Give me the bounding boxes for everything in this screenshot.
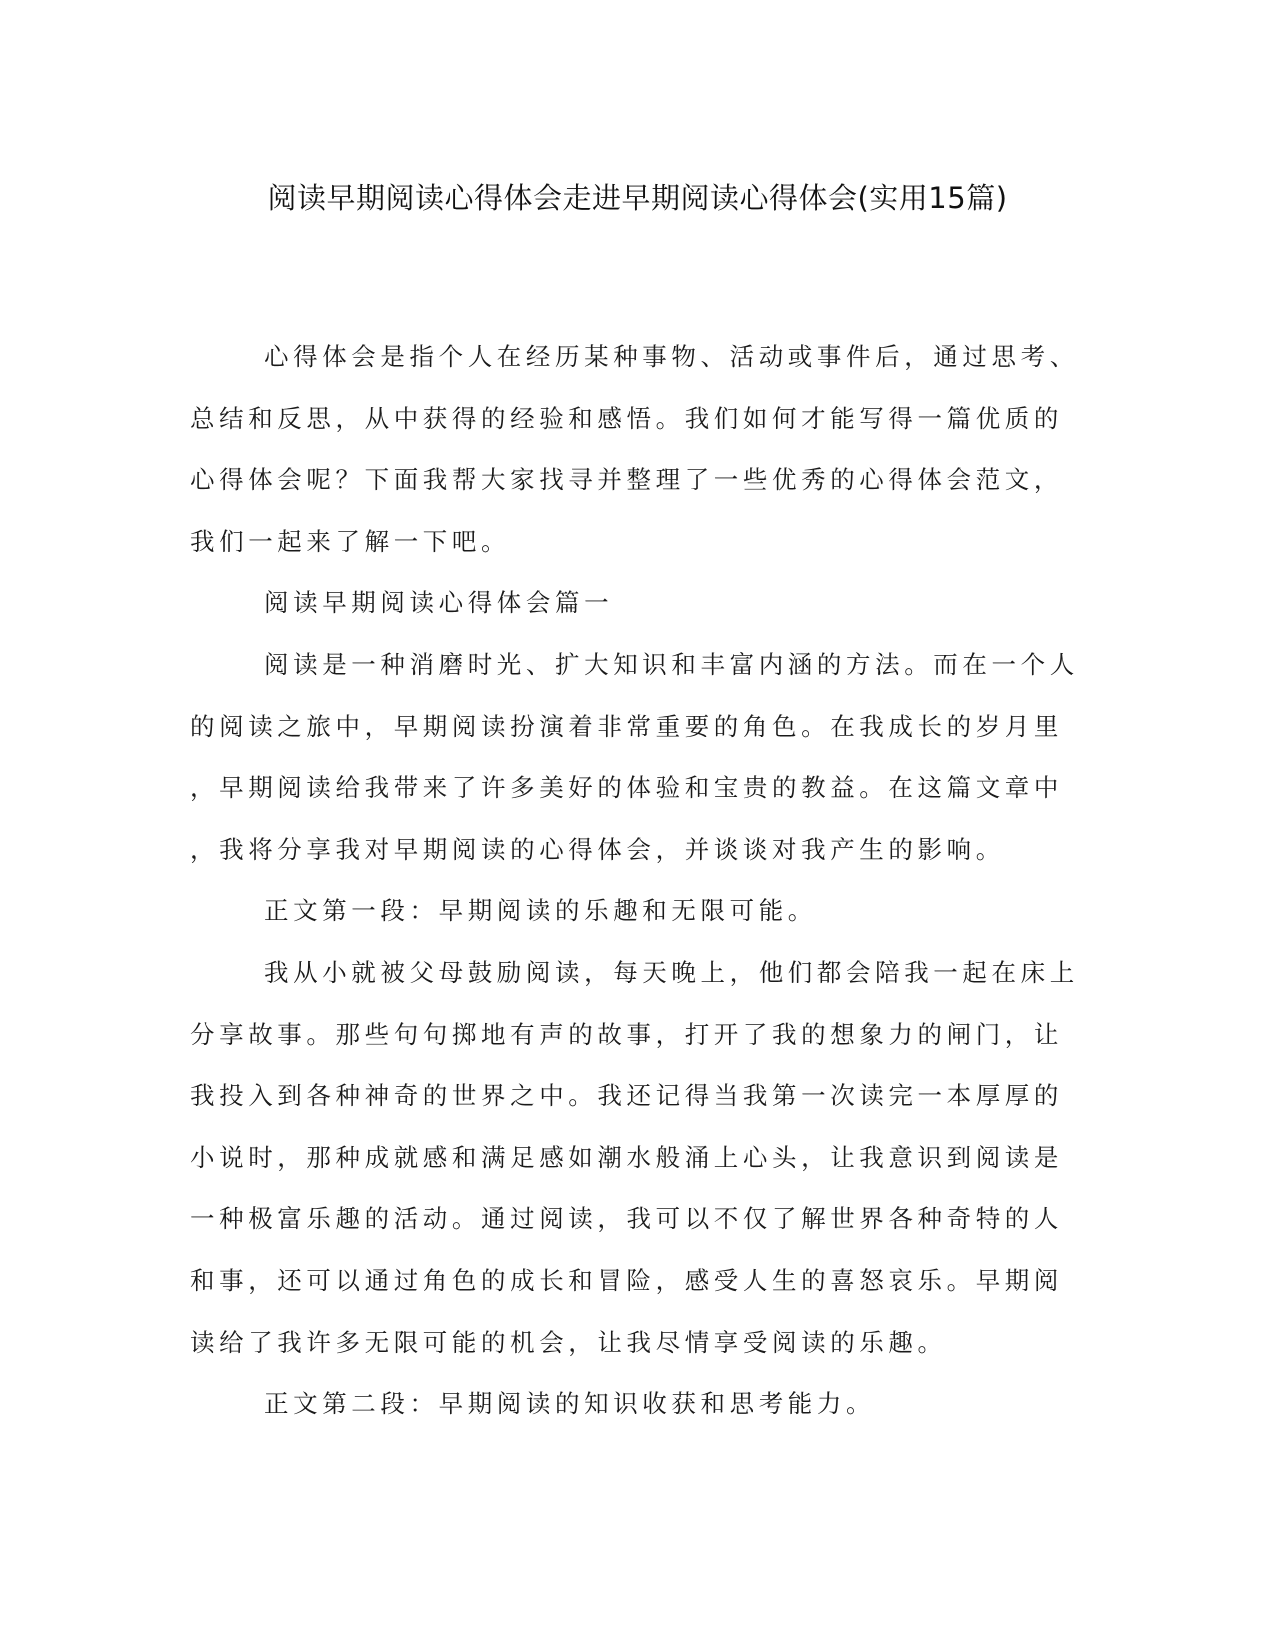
- document-title: 阅读早期阅读心得体会走进早期阅读心得体会(实用15篇): [267, 181, 1008, 215]
- intro-line-2: 总结和反思，从中获得的经验和感悟。我们如何才能写得一篇优质的: [190, 403, 1063, 433]
- intro-line-4: 我们一起来了解一下吧。: [190, 526, 511, 556]
- subheading-part-2: 正文第二段：早期阅读的知识收获和思考能力。: [264, 1389, 876, 1419]
- paragraph-line: 我投入到各种神奇的世界之中。我还记得当我第一次读完一本厚厚的: [190, 1081, 1063, 1111]
- subheading-part-1: 正文第一段：早期阅读的乐趣和无限可能。: [264, 896, 817, 926]
- paragraph-line: ，我将分享我对早期阅读的心得体会，并谈谈对我产生的影响。: [190, 834, 1005, 864]
- paragraph-line: 我从小就被父母鼓励阅读，每天晚上，他们都会陪我一起在床上: [264, 957, 1079, 987]
- paragraph-line: 一种极富乐趣的活动。通过阅读，我可以不仅了解世界各种奇特的人: [190, 1204, 1063, 1234]
- paragraph-line: 分享故事。那些句句掷地有声的故事，打开了我的想象力的闸门，让: [190, 1019, 1063, 1049]
- paragraph-line: 小说时，那种成就感和满足感如潮水般涌上心头，让我意识到阅读是: [190, 1142, 1063, 1172]
- paragraph-line: 读给了我许多无限可能的机会，让我尽情享受阅读的乐趣。: [190, 1327, 947, 1357]
- paragraph-line: 的阅读之旅中，早期阅读扮演着非常重要的角色。在我成长的岁月里: [190, 711, 1063, 741]
- paragraph-line: 阅读是一种消磨时光、扩大知识和丰富内涵的方法。而在一个人: [264, 649, 1079, 679]
- section-heading-1: 阅读早期阅读心得体会篇一: [264, 588, 614, 618]
- intro-line-3: 心得体会呢？下面我帮大家找寻并整理了一些优秀的心得体会范文，: [190, 465, 1063, 495]
- intro-line-1: 心得体会是指个人在经历某种事物、活动或事件后，通过思考、: [264, 342, 1079, 371]
- document-body: [190, 326, 1079, 1435]
- paragraph-line: 和事，还可以通过角色的成长和冒险，感受人生的喜怒哀乐。早期阅: [190, 1265, 1063, 1295]
- paragraph-line: ，早期阅读给我带来了许多美好的体验和宝贵的教益。在这篇文章中: [190, 773, 1063, 803]
